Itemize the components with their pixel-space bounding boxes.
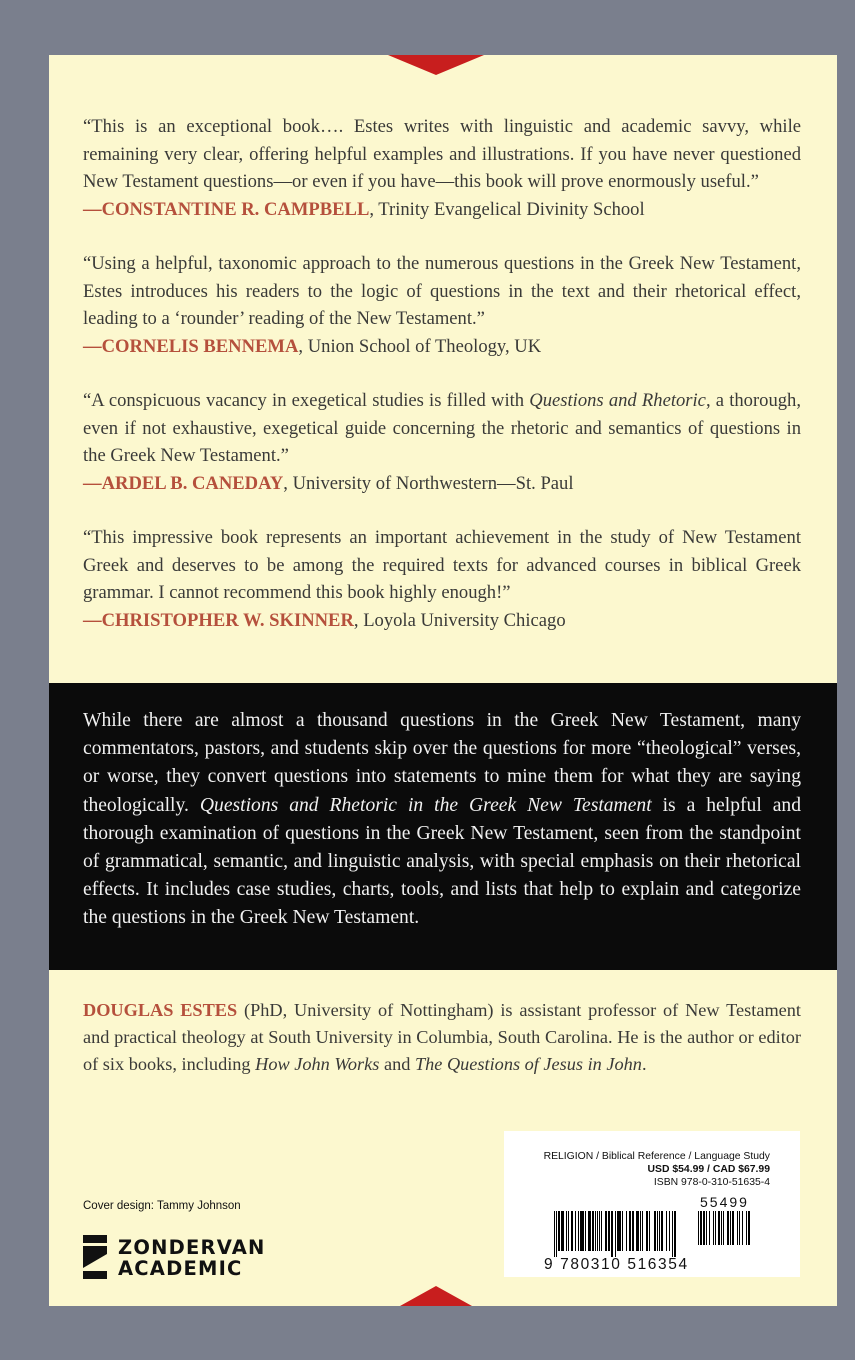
- endorser-affiliation: , Union School of Theology, UK: [298, 335, 542, 357]
- endorser-affiliation: , Loyola University Chicago: [353, 609, 566, 631]
- publisher-name: ZONDERVAN ACADEMIC: [118, 1236, 266, 1280]
- price: USD $54.99 / CAD $67.99: [647, 1164, 770, 1175]
- endorsement-attribution: —CORNELIS BENNEMA, Union School of Theology, UK: [83, 335, 542, 357]
- book-description: While there are almost a thousand questions in the Greek New Testament, many commentators, pastors, and students skip over the questions for more “theological” verses, or worse, they convert questions into statements to mine them for what they are saying theologically. Questions and Rhetoric in the Greek New Testament is a helpful and thorough examination of questions in the Greek New Testament, seen from the standpoint of grammatical, semantic, and linguistic analysis, with special emphasis on their rhetorical effects. It includes case studies, charts, tools, and lists that help to explain and categorize the questions in the Greek New Testament.: [83, 710, 802, 929]
- endorsement-attribution: —CHRISTOPHER W. SKINNER, Loyola University Chicago: [83, 609, 566, 631]
- bottom-marker-triangle: [400, 1286, 472, 1306]
- endorsement-text: “This impressive book represents an important achievement in the study of New Testament Greek and deserves to be among the required texts for advanced courses in biblical Greek grammar. I cannot recommend this book highly enough!”: [83, 527, 801, 603]
- book-title-italic: Questions and Rhetoric: [529, 390, 706, 411]
- endorser-name: CHRISTOPHER W. SKINNER: [101, 609, 354, 631]
- book-title-italic: How John Works: [255, 1054, 380, 1074]
- endorsement-text: “Using a helpful, taxonomic approach to the numerous questions in the Greek New Testament, Estes introduces his readers to the logic of questions in the text and their rhetorical effect, leading to a ‘rounder’ reading of the New Testament.”: [83, 253, 801, 329]
- addon-code: 55499: [700, 1194, 749, 1210]
- endorsement-text: “A conspicuous vacancy in exegetical studies is filled with Questions and Rhetoric, a thorough, even if not exhaustive, exegetical guide concerning the rhetoric and semantics of questions in the Greek New Testament.”: [83, 390, 801, 466]
- zondervan-logo-icon: [83, 1235, 107, 1279]
- endorser-affiliation: , Trinity Evangelical Divinity School: [369, 198, 645, 220]
- back-cover: [49, 55, 837, 1306]
- book-title-italic: Questions and Rhetoric in the Greek New Testament: [199, 794, 652, 816]
- isbn: ISBN 978-0-310-51635-4: [653, 1177, 770, 1188]
- endorser-affiliation: , University of Northwestern—St. Paul: [283, 472, 574, 494]
- book-title-italic: The Questions of Jesus in John: [414, 1054, 642, 1074]
- endorsement-attribution: —CONSTANTINE R. CAMPBELL, Trinity Evangelical Divinity School: [83, 198, 645, 220]
- endorser-name: CONSTANTINE R. CAMPBELL: [101, 198, 370, 220]
- endorsement-campbell: [83, 113, 801, 223]
- endorsement-text: “This is an exceptional book…. Estes writes with linguistic and academic savvy, while remaining very clear, offering helpful examples and illustrations. If you have never questioned New Testament questions—or even if you have—this book will prove enormously useful.”: [83, 116, 801, 192]
- barcode-graphic: [554, 1211, 690, 1257]
- barcode-digits: 9 780310 516354: [544, 1256, 689, 1273]
- description-box: [49, 683, 837, 970]
- endorsement-skinner: [83, 524, 801, 634]
- barcode-panel: [504, 1131, 800, 1277]
- endorsement-caneday: [83, 387, 801, 497]
- endorsement-bennema: [83, 250, 801, 360]
- author-bio: DOUGLAS ESTES (PhD, University of Nottingham) is assistant professor of New Testament and practical theology at South University in Columbia, South Carolina. He is the author or editor of six books, including How John Works and The Questions of Jesus in John.: [83, 1000, 801, 1074]
- top-marker-triangle: [388, 55, 484, 75]
- author-name: DOUGLAS ESTES: [83, 1000, 238, 1020]
- endorsements: [83, 113, 801, 661]
- bisac-category: RELIGION / Biblical Reference / Language Study: [543, 1151, 770, 1162]
- endorser-name: CORNELIS BENNEMA: [101, 335, 299, 357]
- endorser-name: ARDEL B. CANEDAY: [101, 472, 284, 494]
- addon-barcode-graphic: [698, 1211, 754, 1251]
- cover-design-credit: Cover design: Tammy Johnson: [83, 1200, 241, 1212]
- endorsement-attribution: —ARDEL B. CANEDAY, University of Northwestern—St. Paul: [83, 472, 574, 494]
